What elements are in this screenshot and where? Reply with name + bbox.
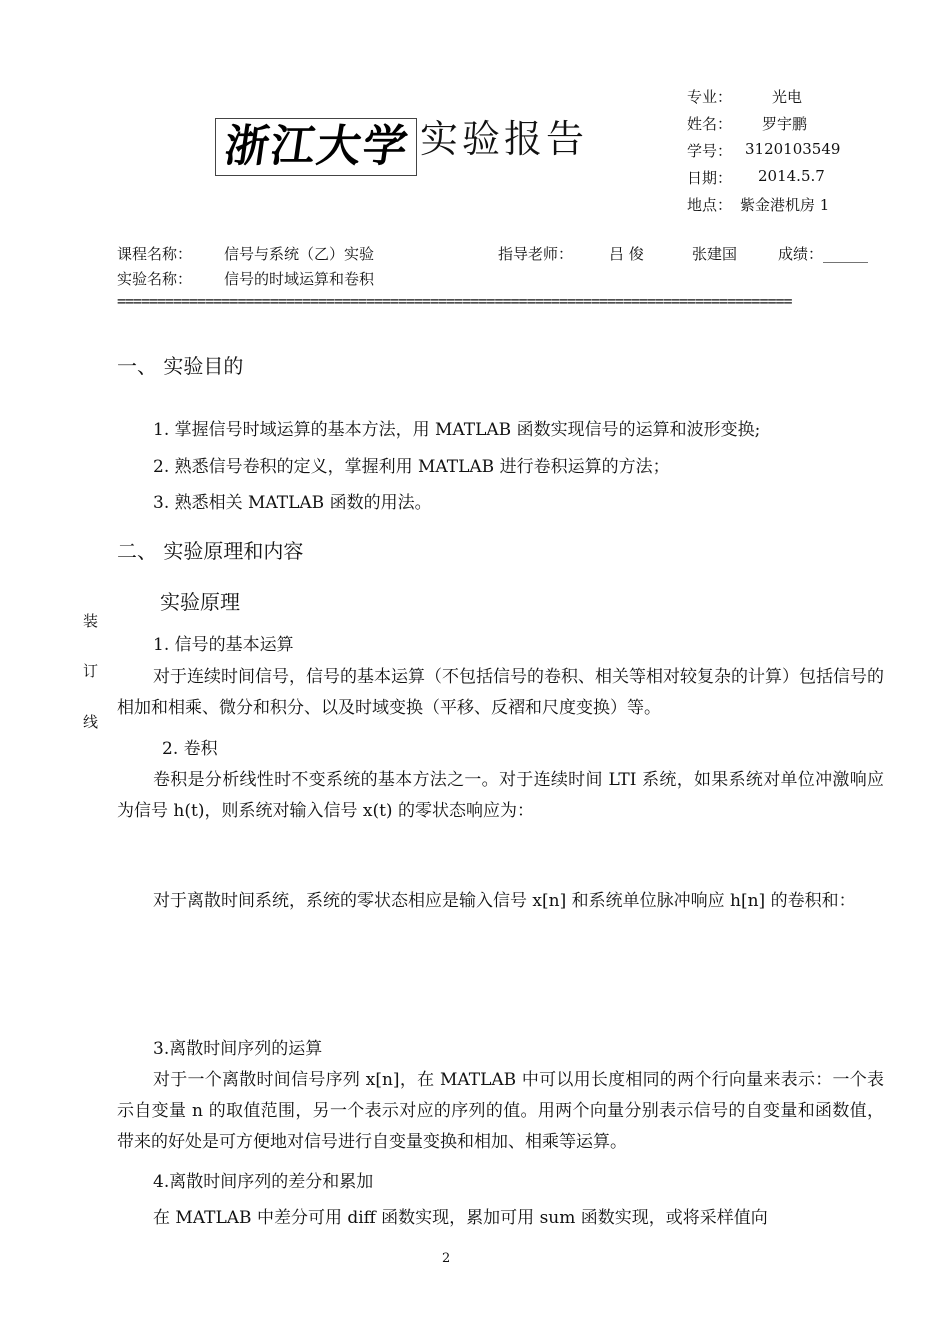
- date-value: 2014.5.7: [758, 167, 825, 185]
- name-value: 罗宇鹏: [762, 115, 808, 133]
- score-label: 成绩：______: [778, 245, 869, 263]
- objective-item-1: 1. 掌握信号时域运算的基本方法，用 MATLAB 函数实现信号的运算和波形变换;: [153, 420, 761, 440]
- paragraph-discrete-convolution: 对于离散时间系统，系统的零状态相应是输入信号 x[n] 和系统单位脉冲响应 h[n] 的卷积和：: [153, 891, 856, 911]
- objective-item-2: 2. 熟悉信号卷积的定义，掌握利用 MATLAB 进行卷积运算的方法；: [153, 457, 670, 477]
- section-1-title: 一、 实验目的: [117, 354, 244, 378]
- paragraph-discrete-operations: 对于一个离散时间信号序列 x[n]，在 MATLAB 中可以用长度相同的两个行向量来表示：一个表示自变量 n 的取值范围，另一个表示对应的序列的值。用两个向量分别表示信号的自变量和函数值，带来的好处是可方便地对信号进行自变量变换和相加、相乘等运算。: [117, 1070, 884, 1152]
- heading-basic-operations: 1. 信号的基本运算: [153, 635, 294, 655]
- date-label: 日期：: [687, 169, 733, 187]
- logo-text: 浙江大学: [221, 121, 413, 172]
- paragraph-difference-sum: 在 MATLAB 中差分可用 diff 函数实现，累加可用 sum 函数实现，或将采样值向: [153, 1208, 768, 1228]
- teacher-1: 吕 俊: [609, 245, 644, 263]
- university-logo: [215, 118, 417, 176]
- paragraph-convolution: 卷积是分析线性时不变系统的基本方法之一。对于连续时间 LTI 系统，如果系统对单位冲激响应为信号 h(t)，则系统对输入信号 x(t) 的零状态响应为：: [117, 770, 884, 821]
- student-id-label: 学号：: [687, 142, 733, 160]
- name-label: 姓名：: [687, 115, 733, 133]
- major-value: 光电: [772, 88, 803, 106]
- heading-discrete-operations: 3.离散时间序列的运算: [153, 1039, 323, 1059]
- section-2-title: 二、 实验原理和内容: [117, 539, 304, 563]
- major-label: 专业：: [687, 88, 733, 106]
- objective-item-3: 3. 熟悉相关 MATLAB 函数的用法。: [153, 493, 432, 513]
- location-value: 紫金港机房 1: [740, 196, 830, 214]
- heading-convolution: 2. 卷积: [162, 739, 218, 759]
- page-number: 2: [442, 1251, 451, 1266]
- course-label: 课程名称：: [117, 245, 193, 263]
- paragraph-basic-operations: 对于连续时间信号，信号的基本运算（不包括信号的卷积、相关等相对较复杂的计算）包括信号的相加和相乘、微分和积分、以及时域变换（平移、反褶和尺度变换）等。: [117, 667, 884, 718]
- principle-subtitle: 实验原理: [160, 590, 240, 614]
- teacher-label: 指导老师：: [498, 245, 574, 263]
- binding-mark-1: 装: [83, 612, 99, 630]
- separator-line: ====================================================================================: [117, 292, 792, 310]
- binding-mark-3: 线: [83, 713, 99, 731]
- experiment-label: 实验名称：: [117, 270, 193, 288]
- report-title: 实验报告: [420, 117, 589, 161]
- course-value: 信号与系统（乙）实验: [224, 245, 375, 263]
- heading-difference-sum: 4.离散时间序列的差分和累加: [153, 1172, 374, 1192]
- teacher-2: 张建国: [692, 245, 738, 263]
- experiment-value: 信号的时域运算和卷积: [224, 270, 375, 288]
- location-label: 地点：: [687, 196, 733, 214]
- student-id-value: 3120103549: [745, 140, 841, 158]
- binding-mark-2: 订: [83, 662, 99, 680]
